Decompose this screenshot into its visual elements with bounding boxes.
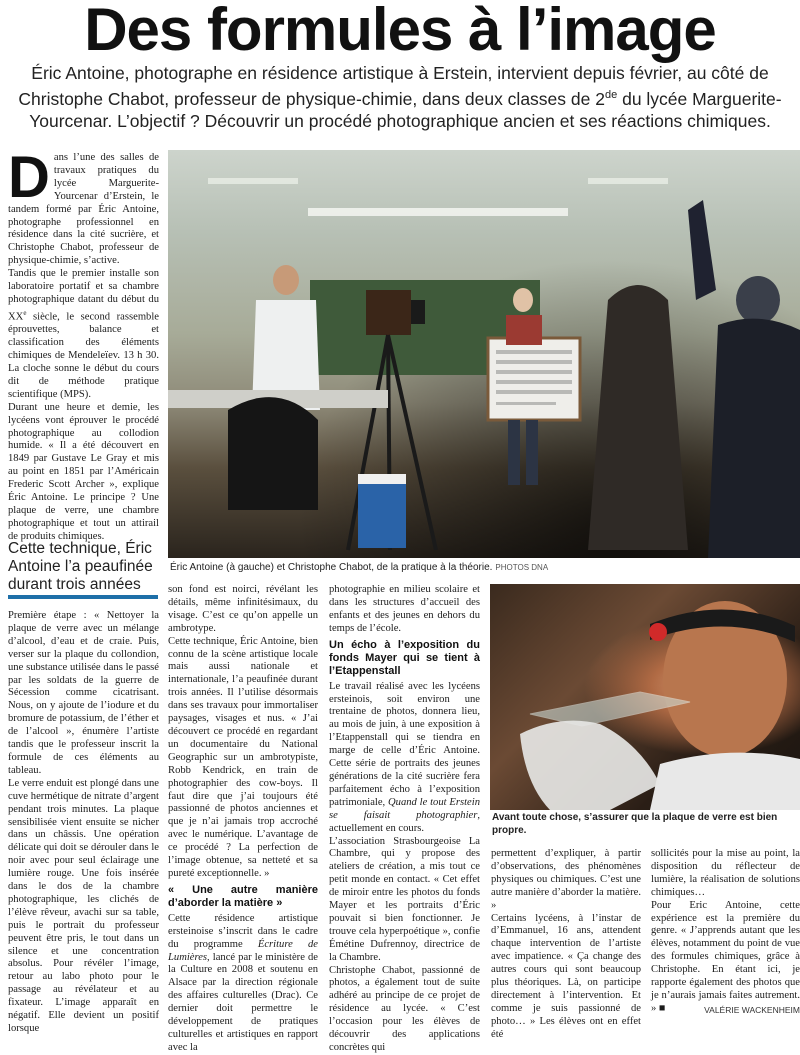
classroom-photo [168,150,800,558]
col6-paragraph-2: Pour Eric Antoine, cette expérience est la première du genre. « J’apprends autant que les élèves, notamment du point de vue des formules chimiques, grâce à Christophe. En étant ici, je rapporte également des photos que je n’aurais jamais faites autrement. » ■ [651,899,800,1014]
drop-cap: D [8,145,50,210]
article-column-3 [168,584,318,1055]
col6-paragraph-1: sollicités pour la mise au point, la disposition du réflecteur de lumière, la réalisation de solutions chimiques… [651,848,800,898]
chapeau-text-end: du lycée Marguerite-Yourcenar. L’objectif ? Découvrir un procédé photographique ancien et ses réactions chimiques. [29,88,782,131]
author-signature: VALÉRIE WACKENHEIM [704,1005,800,1015]
col1-paragraph-3: Durant une heure et demie, les lycéens vont éprouver le procédé photographique au collodion humide. « Il a été découvert en 1849 par Gustave Le Gray et mis au point en 1851 par l’Américain Frederic Scott Archer », explique Éric Antoine. Le principe ? Une plaque de verre, une chambre photographique et tout un attirail de produits chimiques. [8,401,159,542]
photo-credit: PHOTOS DNA [495,563,549,572]
col2-paragraph-1: Première étape : « Nettoyer la plaque de verre avec un mélange d’alcool, d’eau et de craie. Puis, verser sur la plaque du collondion, une substance utilisée dans le passé par les soldats de la guerre de Sécession comme cicatrisant. Nous, on y ajoute de l’iodure et du bromure de potassium, de l’éther et de l’alcool », énumère l’artiste tandis que le professeur inscrit la formule de ces éléments au tableau. [8,610,159,776]
col3-paragraph-2: Cette technique, Éric Antoine, bien connu de la scène artistique locale mais aussi nationale et internationale, l’a peaufinée durant trois années. Il l’utilise désormais dans ses travaux pour immortaliser paysages, visages et nus. « J’ai découvert ce procédé en regardant un documentaire du National Geographic sur un ambrotypiste, Robb Kendrick, en train de photographier des cow-boys. Il faut dire que j’ai toujours été passionné de photos anciennes et que je n’ai jamais trop accroché avec le numérique. L’avantage de ce procédé ? La perfection de l’image obtenue, sa netteté et sa pureté exceptionnelle. » [168,635,318,879]
scientist-scene [490,584,800,810]
scientist-photo-caption: Avant toute chose, s’assurer que la plaque de verre est bien propre. [492,812,778,836]
col5-paragraph-1: permettent d’expliquer, à partir d’observations, des phénomènes physiques ou chimiques. C’est une autre manière d’aborder la matière. » [491,848,641,911]
article-column-5 [491,848,641,1042]
col4-paragraph-1: photographie en milieu scolaire et dans les structures d’accueil des enfants et des jeunes en dehors du temps de l’école. [329,584,480,634]
col4-paragraph-3: L’association Strasbourgeoise La Chambre, qui y propose des ateliers de création, a mis tout ce petit monde en contact. « Cet effet de miroir entre les photos du fonds Mayer et les portraits d’Éric pouvait si bien fonctionner. Je trouve cela hyperpoétique », confie Émétine Dufrennoy, directrice de la Chambre. [329,835,480,963]
col3-paragraph-1: son fond est noirci, révélant les détails, même infinitésimaux, du visage. C’est ce qu’on appelle un ambrotype. [168,584,318,634]
col5-paragraph-2: Certains lycéens, à l’instar de d’Emmanuel, 16 ans, attendent chaque intervention de l’artiste avec impatience. « Ça change des autres cours qui sont beaucoup plus théoriques. Là, on participe directement à l’intervention. Et comme je suis passionné de photo… » Les élèves ont en effet été [491,912,641,1040]
pull-quote: Cette technique, Éric Antoine l’a peaufinée durant trois années [8,540,153,593]
col1-paragraph-2: Tandis que le premier installe son laboratoire portatif et sa chambre photographique datant du début du XXe siècle, le second rassemble éprouvettes, balance et classification des éléments chimiques de Mendeleïev. 13 h 30. La cloche sonne le début du cours dit de méthode pratique scientifique (MPS). [8,268,159,400]
chapeau-text: Éric Antoine, photographe en résidence artistique à Erstein, intervient depuis février, au côté de Christophe Chabot, professeur de physique-chimie, dans deux classes de 2 [18,63,769,109]
col3-paragraph-3: Cette résidence artistique ersteinoise s’inscrit dans le cadre du programme Écriture de Lumières, lancé par le ministère de la Culture en 2008 et soutenu en Alsace par la direction régionale des affaires culturelles (Drac). Ce dernier doit permettre le développement de pratiques culturelles et artistiques en rapport avec la [168,912,318,1053]
classroom-scene [168,150,800,558]
periodic-table-poster [488,338,580,420]
scientist-photo [490,584,800,810]
article-column-2 [8,610,159,1036]
col3-subheading: « Une autre manière d’aborder la matière » [168,883,318,909]
col1-paragraph-1: ans l’une des salles de travaux pratiques du lycée Marguerite-Yourcenar d’Erstein, le tandem formé par Éric Antoine, photographe professionnel en résidence dans la cité sucrière, et Christophe Chabot, professeur de physique-chimie, s’active. [8,152,159,267]
headline: Des formules à l’image [84,0,716,63]
col4-paragraph-2: Le travail réalisé avec les lycéens ersteinois, soit environ une trentaine de photos, donnera lieu, au mois de juin, à une exposition à l’Etappenstall qui se tiendra en marge de celle d’Éric Antoine. Cette série de portraits des jeunes générations de la cité sucrière fera parfaitement écho à l’exposition patrimoniale, Quand le tout Erstein se faisait photographier, actuellement en cours. [329,680,480,834]
chapeau-sup: de [604,89,618,101]
article-column-4 [329,584,480,1055]
article-column-1 [8,145,159,544]
col4-subheading: Un écho à l’exposition du fonds Mayer qui se tient à l’Etappenstall [329,638,480,677]
chapeau [10,62,790,132]
caption-text: Éric Antoine (à gauche) et Christophe Chabot, de la pratique à la théorie. [170,562,493,573]
classroom-photo-caption [170,562,800,573]
article-column-6 [651,848,800,1016]
col2-paragraph-2: Le verre enduit est plongé dans une cuve hermétique de nitrate d’argent pendant trois minutes. La plaque sensibilisée vient ensuite se nicher dans un châssis. Une opération délicate qui doit se dérouler dans le noir avec pour seul éclairage une lumière rouge. Une fois insérée dans le dos de la chambre photographique, les clichés de l’élève rêveur, avachi sur sa table, puis le portrait du professeur peuvent être pris, le tout dans un silence et une concentration absolus. Pour révéler l’image, retour au labo photo pour le passage au révélateur et au fixateur. L’image apparaît en négatif. Elle devient un positif lorsque [8,777,159,1034]
col4-paragraph-4: Christophe Chabot, passionné de photos, a également tout de suite adhéré au principe de ce projet de résidence au lycée. « C’est l’occasion pour les élèves de découvrir des applications concrètes qui [329,964,480,1053]
pull-quote-rule [8,595,158,599]
